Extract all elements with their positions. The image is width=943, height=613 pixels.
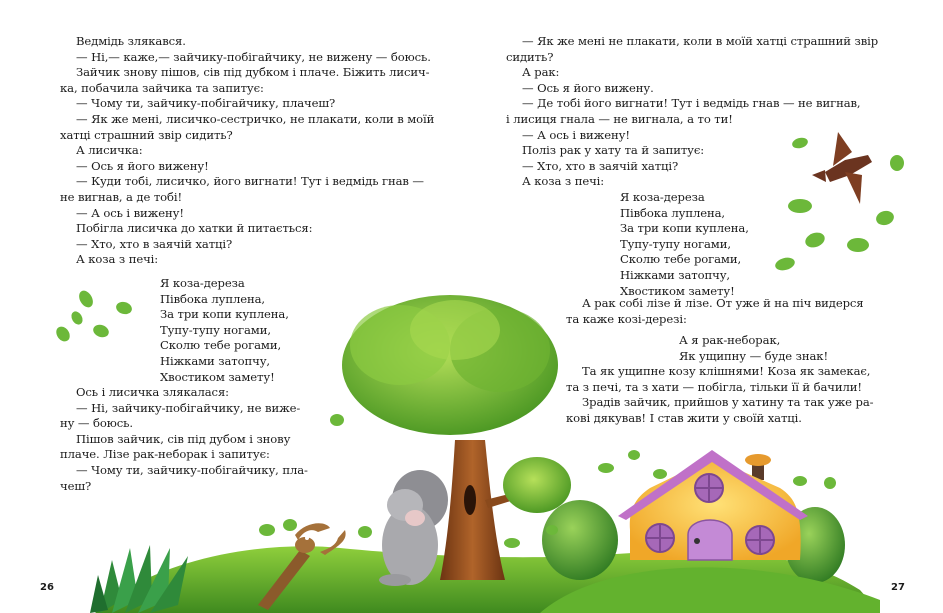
poem-line: Півбока луплена, xyxy=(620,205,726,220)
poem-line: За три копи куплена, xyxy=(620,221,749,236)
paragraph: А коза з печі: xyxy=(76,252,159,267)
poem-line: Тупу-тупу ногами, xyxy=(620,236,731,251)
poem-line: Хвостиком замету! xyxy=(620,283,735,298)
left-page xyxy=(0,0,471,613)
paragraph: і лисиця гнала — не вигнала, а то ти! xyxy=(506,111,733,126)
paragraph: Ось і лисичка злякалася: xyxy=(76,385,229,399)
left-poem xyxy=(160,276,289,385)
paragraph: чеш? xyxy=(60,478,92,493)
paragraph: — Як же мені, лисичко-сестричко, не плакати, коли в моїй xyxy=(76,111,435,126)
poem-line: Я коза-дереза xyxy=(620,190,705,204)
paragraph: ка, побачила зайчика та запитує: xyxy=(60,80,264,95)
paragraph: — А ось і вижену! xyxy=(76,205,184,220)
poem-line: Ніжками затопчу, xyxy=(620,267,731,282)
right-text-mid xyxy=(566,296,906,327)
poem-line: Тупу-тупу ногами, xyxy=(160,322,271,337)
poem-line: Як ущипну — буде знак! xyxy=(679,348,829,363)
paragraph: кові дякував! І став жити у своїй хатці. xyxy=(566,410,802,425)
poem-line: Ніжками затопчу, xyxy=(160,353,271,368)
paragraph: та каже козі-дерезі: xyxy=(566,311,687,326)
right-poem xyxy=(620,190,749,299)
paragraph: А лисичка: xyxy=(76,143,143,158)
paragraph: — Ось я його вижену. xyxy=(522,80,654,95)
paragraph: сидить? xyxy=(506,49,554,64)
paragraph: Побігла лисичка до хатки й питається: xyxy=(76,221,313,236)
poem-line: Я коза-дереза xyxy=(160,276,245,290)
paragraph: — Чому ти, зайчику-побігайчику, плачеш? xyxy=(76,96,336,111)
paragraph: Пішов зайчик, сів під дубом і знову xyxy=(76,431,291,446)
left-text-after-poem xyxy=(60,385,340,494)
paragraph: ну — боюсь. xyxy=(60,416,133,431)
paragraph: — Де тобі його вигнати! Тут і ведмідь гнав — не вигнав, xyxy=(522,96,861,111)
poem-line: А я рак-неборак, xyxy=(679,333,781,347)
paragraph: А коза з печі: xyxy=(522,174,605,189)
paragraph: — А ось і вижену! xyxy=(522,127,630,142)
paragraph: не вигнав, а де тобі! xyxy=(60,189,183,204)
paragraph: Зайчик знову пішов, сів під дубком і плаче. Біжить лисич- xyxy=(76,65,430,80)
right-poem-crayfish xyxy=(679,333,828,364)
paragraph: Зрадів зайчик, прийшов у хатину та так уже ра- xyxy=(582,395,874,410)
paragraph: плаче. Лізе рак-неборак і запитує: xyxy=(60,447,270,462)
paragraph: хатці страшний звір сидить? xyxy=(60,127,233,142)
paragraph: та з печі, та з хати — побігла, тільки її й бачили! xyxy=(566,379,862,394)
paragraph: Ведмідь злякався. xyxy=(76,34,186,48)
page-number-left: 26 xyxy=(40,582,54,593)
paragraph: Поліз рак у хату та й запитує: xyxy=(522,143,705,158)
paragraph: А рак: xyxy=(522,65,560,80)
right-page xyxy=(471,0,943,613)
paragraph: А рак собі лізе й лізе. От уже й на піч видерся xyxy=(582,296,864,310)
paragraph: — Ось я його вижену! xyxy=(76,158,209,173)
paragraph: — Хто, хто в заячій хатці? xyxy=(76,236,233,251)
paragraph: — Як же мені не плакати, коли в моїй хатці страшний звір xyxy=(522,34,879,48)
poem-line: Сколю тебе рогами, xyxy=(160,338,282,353)
paragraph: Та як ущипне козу клішнями! Коза як замекає, xyxy=(582,364,871,378)
poem-line: Хвостиком замету! xyxy=(160,369,275,384)
poem-line: Півбока луплена, xyxy=(160,291,266,306)
right-text-block xyxy=(506,34,906,190)
right-text-after xyxy=(566,364,906,426)
paragraph: — Ні,— каже,— зайчику-побігайчику, не вижену — боюсь. xyxy=(76,49,431,64)
paragraph: — Хто, хто в заячій хатці? xyxy=(522,158,679,173)
poem-line: Сколю тебе рогами, xyxy=(620,252,742,267)
page-number-right: 27 xyxy=(891,582,905,593)
left-text-block xyxy=(60,34,440,268)
paragraph: — Чому ти, зайчику-побігайчику, пла- xyxy=(76,462,308,477)
poem-line: За три копи куплена, xyxy=(160,307,289,322)
paragraph: — Ні, зайчику-побігайчику, не виже- xyxy=(76,400,301,415)
paragraph: — Куди тобі, лисичко, його вигнати! Тут і ведмідь гнав — xyxy=(76,174,424,189)
